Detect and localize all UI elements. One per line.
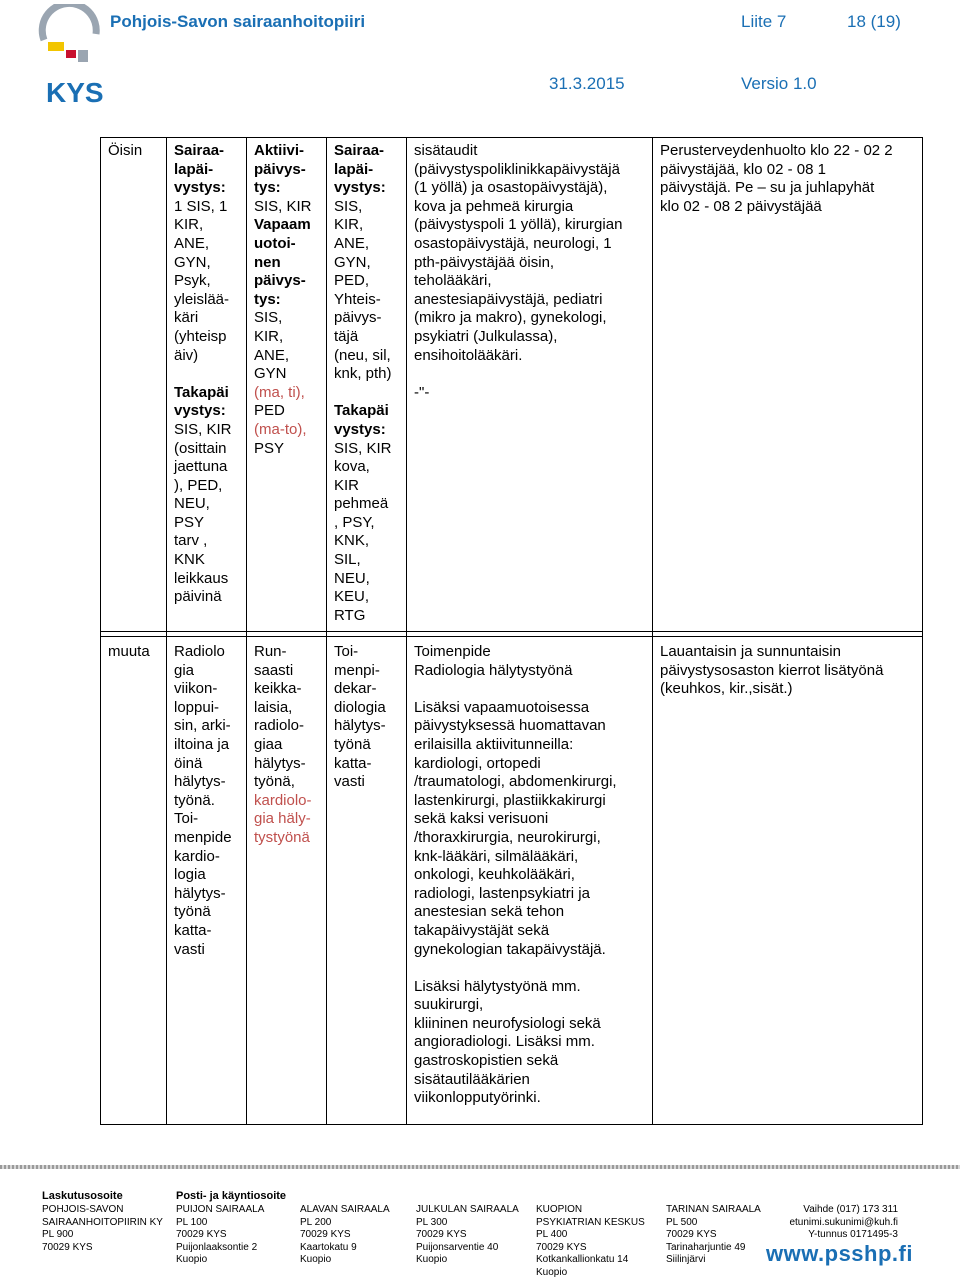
cell-line: KIR, xyxy=(334,216,364,234)
cell-line: sin, arki- xyxy=(174,717,231,735)
cell-line: äiv) xyxy=(174,346,199,364)
cell-line: päivystäjä. Pe – su ja juhlapyhät xyxy=(660,179,875,197)
footer-line: Kuopio xyxy=(536,1266,568,1278)
cell-line: ANE, xyxy=(254,346,290,364)
cell-line: Lisäksi vapaamuotoisessa xyxy=(414,698,590,716)
footer-julkula-hospital xyxy=(416,1204,519,1267)
cell-line: KNK, xyxy=(334,532,370,550)
document-version: Versio 1.0 xyxy=(741,74,817,93)
cell-line: SIS, KIR xyxy=(174,420,232,438)
cell-line: Lisäksi hälytystyönä mm. xyxy=(414,977,581,995)
cell-line: Radiolo xyxy=(174,643,225,660)
footer-alava-hospital xyxy=(300,1204,390,1267)
cell-line: Aktiivi- xyxy=(254,142,305,159)
cell-line: hälytys- xyxy=(334,717,386,735)
row-label-other xyxy=(108,643,150,662)
cell-line: /traumatologi, abdomenkirurgi, xyxy=(414,773,617,791)
cell-line: öinä xyxy=(174,754,203,772)
footer-line: SAIRAANHOITOPIIRIN KY xyxy=(42,1216,163,1228)
cell-night-hospital-shift-2 xyxy=(334,142,392,625)
org-name: Pohjois-Savon sairaanhoitopiiri xyxy=(110,12,366,31)
cell-line: gastroskopistien sekä xyxy=(414,1052,559,1070)
footer-line: TARINAN SAIRAALA xyxy=(666,1204,761,1215)
footer-line: Tarinaharjuntie 49 xyxy=(666,1241,746,1253)
cell-line: kliininen neurofysiologi sekä xyxy=(414,1014,601,1032)
cell-line: SIS, xyxy=(334,197,363,215)
cell-line: vystys: xyxy=(334,179,386,197)
cell-line: Sairaa- xyxy=(174,142,225,159)
cell-line: päivys- xyxy=(254,272,306,290)
cell-line: työnä, xyxy=(254,773,295,791)
footer-line: Y-tunnus 0171495-3 xyxy=(808,1229,898,1241)
footer-line: etunimi.sukunimi@kuh.fi xyxy=(789,1216,898,1228)
footer-line: Kotkankallionkatu 14 xyxy=(536,1254,629,1266)
cell-line: ), PED, xyxy=(174,476,223,494)
cell-line: Yhteis- xyxy=(334,290,381,308)
cell-night-description xyxy=(414,142,622,402)
cell-other-weekend-rounds xyxy=(660,643,883,699)
cell-line: vystys: xyxy=(174,402,226,420)
logo-red-block xyxy=(66,50,76,58)
footer-line: Kuopio xyxy=(300,1254,332,1266)
cell-line: Toi- xyxy=(174,810,199,828)
footer-line: JULKULAN SAIRAALA xyxy=(416,1204,519,1215)
cell-line: Perusterveydenhuolto klo 22 - 02 2 xyxy=(660,142,893,159)
cell-line: PED, xyxy=(334,272,370,290)
footer-line: Kaartokatu 9 xyxy=(300,1241,357,1253)
cell-line: tys: xyxy=(254,290,281,308)
footer-line: 70029 KYS xyxy=(176,1229,227,1241)
footer-line: Kuopio xyxy=(416,1254,448,1266)
footer-line: POHJOIS-SAVON xyxy=(42,1204,124,1215)
footer-line: Kuopio xyxy=(176,1254,208,1266)
cell-line: Toimenpide xyxy=(414,643,491,660)
cell-line: dekar- xyxy=(334,680,377,698)
cell-line: onkologi, keuhkolääkäri, xyxy=(414,866,575,884)
kys-logo xyxy=(38,4,104,104)
row-label-nights xyxy=(108,142,142,161)
footer-line: Puijonlaaksontie 2 xyxy=(176,1241,258,1253)
cell-line: päivys- xyxy=(254,160,306,178)
cell-line: lapäi- xyxy=(174,160,214,178)
cell-line: Takapäi xyxy=(334,402,389,420)
cell-line: gia häly- xyxy=(254,810,311,828)
cell-line: KEU, xyxy=(334,588,370,606)
cell-line: sisätautilääkärien xyxy=(414,1070,530,1088)
cell-line: Radiologia hälytystyönä xyxy=(414,661,573,679)
cell-line: PSY xyxy=(174,513,205,531)
footer-line: Puijonsarventie 40 xyxy=(416,1241,499,1253)
cell-line: hälytys- xyxy=(174,773,226,791)
cell-line xyxy=(414,365,622,384)
cell-line: knk-lääkäri, silmälääkäri, xyxy=(414,847,579,865)
cell-line: Takapäi xyxy=(174,383,229,401)
cell-line: lastenkirurgi, plastiikkakirurgi xyxy=(414,791,606,809)
cell-line: uotoi- xyxy=(254,234,296,252)
website-link[interactable]: www.psshp.fi xyxy=(766,1241,913,1266)
logo-gray-block xyxy=(78,50,88,62)
cell-line: NEU, xyxy=(174,495,210,513)
cell-line: diologia xyxy=(334,698,386,716)
cell-line: päivinä xyxy=(174,588,222,606)
cell-line: katta- xyxy=(334,754,372,772)
cell-line: vasti xyxy=(334,773,365,791)
cell-line: (osittain xyxy=(174,439,227,457)
cell-line: (päivystyspoliklinikkapäivystäjä xyxy=(414,160,620,178)
cell-line: gynekologian takapäivystäjä. xyxy=(414,940,606,958)
footer-line: PL 300 xyxy=(416,1216,448,1228)
cell-line: työnä. xyxy=(174,791,215,809)
cell-line: Öisin xyxy=(108,142,143,159)
cell-line: (yhteisp xyxy=(174,327,227,345)
cell-line: suukirurgi, xyxy=(414,996,484,1014)
footer-puijo-hospital xyxy=(176,1204,264,1267)
cell-line: muuta xyxy=(108,643,150,660)
cell-line: RTG xyxy=(334,606,366,624)
cell-line: yleislää- xyxy=(174,290,230,308)
cell-line: vasti xyxy=(174,940,205,958)
cell-line: (keuhkos, kir.,sisät.) xyxy=(660,680,793,698)
footer-line: 70029 KYS xyxy=(300,1229,351,1241)
cell-line: klo 02 - 08 2 päivystäjää xyxy=(660,197,822,215)
footer-address-heading: Posti- ja käyntiosoite xyxy=(176,1190,287,1202)
cell-line: gia xyxy=(174,661,195,679)
cell-line: ensihoitolääkäri. xyxy=(414,346,523,364)
cell-line xyxy=(414,680,617,699)
cell-line: sekä kaksi verisuoni xyxy=(414,810,549,828)
cell-line: teholääkäri, xyxy=(414,272,492,290)
footer-tarina-hospital xyxy=(666,1204,761,1267)
footer-line: 70029 KYS xyxy=(536,1241,587,1253)
cell-line: (ma, ti), xyxy=(254,383,305,401)
cell-line: kova ja pehmeä kirurgia xyxy=(414,197,574,215)
cell-line: menpi- xyxy=(334,661,380,679)
cell-line: KIR xyxy=(334,476,360,494)
footer-line: PL 900 xyxy=(42,1229,74,1241)
footer-divider xyxy=(0,1165,960,1169)
cell-line: katta- xyxy=(174,921,212,939)
cell-line: (päivystyspoli 1 yöllä), kirurgian xyxy=(414,216,623,234)
cell-line: menpide xyxy=(174,828,232,846)
cell-line: työnä xyxy=(174,903,211,921)
cell-line: (1 yöllä) ja osastopäivystäjä), xyxy=(414,179,608,197)
cell-line: GYN xyxy=(254,365,287,383)
appendix-label: Liite 7 xyxy=(741,12,787,31)
cell-line: vystys: xyxy=(334,420,386,438)
cell-line: Run- xyxy=(254,643,287,660)
cell-line: kova, xyxy=(334,458,370,476)
cell-night-primary-care xyxy=(660,142,893,216)
cell-line: knk, pth) xyxy=(334,365,392,383)
cell-other-description xyxy=(414,643,617,1108)
cell-night-active-shift xyxy=(254,142,312,458)
cell-line: SIS, KIR xyxy=(254,197,312,215)
cell-line: loppui- xyxy=(174,698,220,716)
cell-line: PED xyxy=(254,402,285,420)
cell-line: lapäi- xyxy=(334,160,374,178)
cell-line xyxy=(414,959,617,978)
cell-line: KIR, xyxy=(174,216,204,234)
cell-line: tarv , xyxy=(174,532,208,550)
footer-line: PL 500 xyxy=(666,1216,698,1228)
cell-line: jaettuna xyxy=(174,458,228,476)
footer-billing-heading: Laskutusosoite xyxy=(42,1190,123,1202)
cell-line: (ma-to), xyxy=(254,420,307,438)
cell-line: 1 SIS, 1 xyxy=(174,197,228,215)
logo-arc xyxy=(42,4,96,40)
footer-line: PL 200 xyxy=(300,1216,332,1228)
cell-line: SIS, xyxy=(254,309,283,327)
logo-yellow-block xyxy=(48,42,64,51)
cell-line: päivystäjää, klo 02 - 08 1 xyxy=(660,160,826,178)
cell-line: hälytys- xyxy=(254,754,306,772)
cell-line: SIL, xyxy=(334,551,361,569)
cell-line: radiolo- xyxy=(254,717,305,735)
cell-line xyxy=(174,365,232,384)
cell-line: giaa xyxy=(254,735,283,753)
cell-line: vystys: xyxy=(174,179,226,197)
logo-text: KYS xyxy=(46,77,104,104)
cell-line: kardiologi, ortopedi xyxy=(414,754,541,772)
cell-line: viikon- xyxy=(174,680,218,698)
cell-line: tystyönä xyxy=(254,828,310,846)
footer-line: PL 400 xyxy=(536,1229,568,1241)
cell-line: radiologi, lastenpsykiatri ja xyxy=(414,884,590,902)
cell-line: sisätaudit xyxy=(414,142,478,159)
footer-line: PUIJON SAIRAALA xyxy=(176,1204,265,1215)
document-date: 31.3.2015 xyxy=(549,74,625,93)
cell-line: päivystysosaston kierrot lisätyönä xyxy=(660,661,884,679)
footer-psychiatry-center xyxy=(536,1204,645,1280)
cell-line xyxy=(334,384,392,403)
cell-line: viikonlopputyörinki. xyxy=(414,1089,541,1107)
cell-line: SIS, KIR xyxy=(334,439,392,457)
cell-line: osastopäivystäjä, neurologi, 1 xyxy=(414,234,612,252)
cell-line: NEU, xyxy=(334,569,370,587)
footer-line: 70029 KYS xyxy=(666,1229,717,1241)
cell-line: KNK xyxy=(174,551,205,569)
footer-line: Vaihde (017) 173 311 xyxy=(803,1204,898,1215)
cell-line: käri xyxy=(174,309,199,327)
cell-line: PSY xyxy=(254,439,285,457)
cell-line: Lauantaisin ja sunnuntaisin xyxy=(660,643,841,660)
cell-line: saasti xyxy=(254,661,294,679)
cell-line: anestesian sekä tehon xyxy=(414,903,565,921)
footer-line: Siilinjärvi xyxy=(666,1254,706,1266)
cell-line: ANE, xyxy=(334,234,370,252)
cell-line: GYN, xyxy=(174,253,211,271)
cell-line: kardio- xyxy=(174,847,220,865)
cell-line: takapäivystäjät sekä xyxy=(414,921,550,939)
cell-line: psykiatri (Julkulassa), xyxy=(414,327,558,345)
cell-line: /thoraxkirurgia, neurokirurgi, xyxy=(414,828,601,846)
cell-line: päivys- xyxy=(334,309,382,327)
cell-line: Toi- xyxy=(334,643,359,660)
cell-line: ANE, xyxy=(174,234,210,252)
cell-line: päivystyksessä huomattavan xyxy=(414,717,606,735)
footer-line: 70029 KYS xyxy=(42,1241,93,1253)
cell-line: GYN, xyxy=(334,253,371,271)
cell-line: täjä xyxy=(334,327,359,345)
cell-line: (neu, sil, xyxy=(334,346,391,364)
cell-line: anestesiapäivystäjä, pediatri xyxy=(414,290,603,308)
cell-line: iltoina ja xyxy=(174,735,230,753)
page-number: 18 (19) xyxy=(847,12,901,31)
cell-other-call-duty xyxy=(254,643,312,848)
footer-line: PSYKIATRIAN KESKUS xyxy=(536,1216,645,1228)
cell-night-hospital-shift xyxy=(174,142,232,607)
cell-line: hälytys- xyxy=(174,884,226,902)
cell-line: nen xyxy=(254,253,281,271)
cell-line: leikkaus xyxy=(174,569,229,587)
cell-other-procedures xyxy=(334,643,386,792)
cell-line: pehmeä xyxy=(334,495,389,513)
cell-line: tys: xyxy=(254,179,281,197)
footer-line: ALAVAN SAIRAALA xyxy=(300,1204,390,1215)
cell-line: kardiolo- xyxy=(254,791,312,809)
cell-line: logia xyxy=(174,866,206,884)
cell-line: pth-päivystäjää öisin, xyxy=(414,253,555,271)
footer-billing-address xyxy=(42,1204,163,1254)
cell-line: (mikro ja makro), gynekologi, xyxy=(414,309,607,327)
cell-line: työnä xyxy=(334,735,371,753)
cell-line: , PSY, xyxy=(334,513,375,531)
cell-line: erilaisilla aktiivitunneilla: xyxy=(414,735,574,753)
cell-line: laisia, xyxy=(254,698,293,716)
footer-line: 70029 KYS xyxy=(416,1229,467,1241)
cell-other-radiology xyxy=(174,643,232,959)
cell-line: Sairaa- xyxy=(334,142,385,159)
cell-line: KIR, xyxy=(254,327,284,345)
footer-line: PL 100 xyxy=(176,1216,208,1228)
footer-line: KUOPION xyxy=(536,1204,583,1215)
footer-contact xyxy=(766,1204,898,1242)
cell-line: angioradiologi. Lisäksi mm. xyxy=(414,1033,595,1051)
cell-line: keikka- xyxy=(254,680,302,698)
cell-line: Vapaam xyxy=(254,216,311,234)
cell-line: Psyk, xyxy=(174,272,211,290)
cell-line: -"- xyxy=(414,383,430,401)
